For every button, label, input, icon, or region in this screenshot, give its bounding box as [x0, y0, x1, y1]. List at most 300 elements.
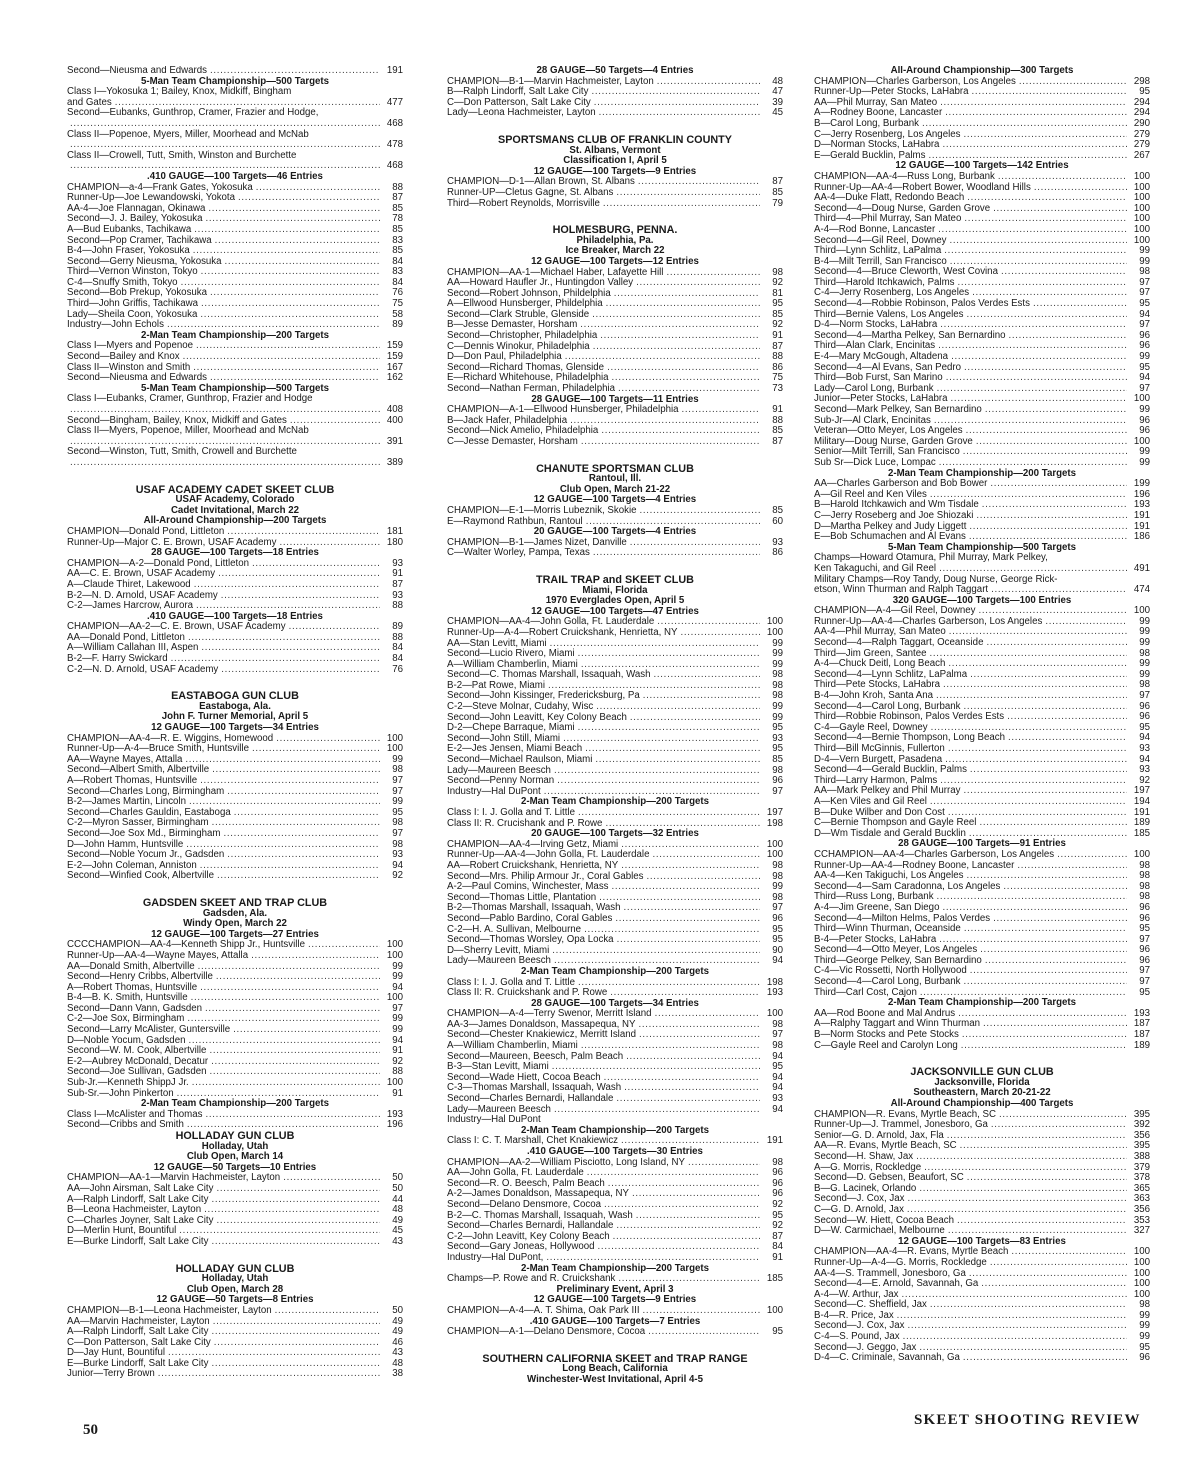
dot-leader: [624, 1083, 760, 1094]
result-score: 76: [392, 287, 403, 299]
result-score: 279: [1133, 139, 1150, 151]
dot-leader: [598, 1242, 760, 1253]
result-label: Military—Doug Nurse, Garden Grove: [814, 435, 973, 447]
dot-leader: [949, 236, 1127, 247]
dot-leader: [200, 776, 380, 787]
result-score: 100: [1133, 1246, 1150, 1258]
result-score: 89: [392, 319, 403, 331]
result-score: 100: [1133, 1278, 1150, 1290]
dot-leader: [216, 972, 380, 983]
result-score: 84: [392, 642, 403, 654]
result-score: 96: [772, 1188, 783, 1200]
result-label: Second—Lucio Rivero, Miami: [447, 648, 575, 660]
event-heading: All-Around Championship—400 Targets: [890, 1098, 1074, 1109]
section-spacer: [67, 882, 403, 898]
result-score: 159: [386, 340, 403, 352]
result-label: E-2—John Coleman, Anniston: [67, 859, 197, 871]
event-heading: Club Open, March 21-22: [559, 483, 671, 495]
result-score: 167: [386, 361, 403, 373]
result-score: 92: [392, 870, 403, 882]
result-label: A—Robert Thomas, Huntsville: [67, 981, 198, 993]
result-label: CCCCHAMPION—AA-4—Kenneth Shipp Jr., Huntsville: [67, 939, 305, 951]
result-line: [814, 405, 1150, 416]
result-label: Third—Robert Reynolds, Morrisville: [447, 197, 600, 209]
result-score: 96: [1139, 340, 1150, 352]
result-score: 96: [772, 775, 783, 787]
dot-leader: [897, 1311, 1127, 1322]
club-heading: JACKSONVILLE GUN CLUB: [910, 1066, 1054, 1079]
result-score: 83: [392, 234, 403, 246]
result-score: 49: [392, 1326, 403, 1338]
result-label: A-4—Jim Greene, San Diego: [814, 901, 940, 913]
result-line: [67, 776, 403, 787]
result-score: 79: [772, 197, 783, 209]
result-label: Lady—Carol Long, Burbank: [814, 382, 934, 394]
result-score: 294: [1133, 107, 1150, 119]
result-label: B—Duke Wilber and Don Cost: [814, 806, 945, 818]
dot-leader: [969, 1269, 1127, 1280]
dot-leader: [578, 808, 760, 819]
dot-leader: [216, 1184, 380, 1195]
result-label: AA-4—Joe Flannagan, Okinawa: [67, 202, 206, 214]
dot-leader: [593, 548, 760, 559]
club-heading: USAF ACADEMY CADET SKEET CLUB: [135, 483, 335, 496]
result-score: 93: [1139, 764, 1150, 776]
result-label: Class II—Winston and Smith: [67, 361, 191, 373]
result-label: C-2—H. A. Sullivan, Melbourne: [447, 923, 582, 935]
result-score: 98: [1139, 1299, 1150, 1311]
dot-leader: [599, 108, 760, 119]
result-score: 92: [772, 1198, 783, 1210]
result-score: 95: [1139, 1341, 1150, 1353]
event-heading: Club Open, March 14: [186, 1151, 284, 1163]
result-label: Class II—Popenoe, Myers, Miller, Moorhead and McNab: [67, 128, 309, 140]
dot-leader: [608, 1179, 760, 1190]
result-score: 95: [1139, 361, 1150, 373]
event-heading: Jacksonville, Florida: [934, 1076, 1030, 1088]
result-label: CHAMPION—A-1—Delano Densmore, Cocoa: [447, 1326, 646, 1338]
result-label: C—Bernie Thompson and Gayle Reel: [814, 817, 977, 829]
result-line: [447, 1306, 783, 1317]
result-score: 85: [392, 245, 403, 257]
result-label: D—Martha Pelkey and Judy Liggett: [814, 520, 967, 532]
result-label: B—G. Lacinek, Orlando: [814, 1182, 917, 1194]
result-score: 97: [1139, 382, 1150, 394]
dot-leader: [940, 776, 1127, 787]
dot-leader: [227, 787, 380, 798]
result-score: 85: [772, 425, 783, 437]
dot-leader: [158, 1369, 380, 1380]
event-heading: Philadelphia, Pa.: [576, 234, 654, 246]
dot-leader: [563, 734, 760, 745]
event-heading: 2-Man Team Championship—200 Targets: [520, 1124, 710, 1136]
dot-leader: [193, 363, 380, 374]
dot-leader: [970, 765, 1127, 776]
club-heading: SOUTHERN CALIFORNIA SKEET and TRAP RANGE: [482, 1352, 748, 1365]
result-score: 88: [772, 351, 783, 363]
dot-leader: [578, 723, 760, 734]
result-score: 181: [386, 525, 403, 537]
result-label: C-2—James Harcrow, Aurora: [67, 600, 193, 612]
dot-leader: [308, 940, 380, 951]
result-label: CHAMPION—AA-4—Irving Getz, Miami: [447, 838, 619, 850]
result-score: 96: [1139, 1352, 1150, 1364]
dot-leader: [985, 405, 1127, 416]
event-heading: Eastaboga, Ala.: [199, 700, 271, 712]
result-label: Third—John Griffis, Tachikawa: [67, 298, 199, 310]
result-line: [67, 458, 403, 469]
dot-leader: [617, 935, 760, 946]
result-score: 96: [772, 1167, 783, 1179]
dot-leader: [963, 786, 1127, 797]
dot-leader: [183, 352, 380, 363]
result-line: [447, 108, 783, 119]
result-score: 98: [1139, 891, 1150, 903]
result-label: Class I—Eubanks, Cramer, Gunthrop, Frazier and Hodge: [67, 393, 313, 405]
result-label: Third—Alan Clark, Encinitas: [814, 340, 936, 352]
result-label: Class II: R. Cruickshank and P. Rowe: [447, 987, 608, 999]
event-heading: 12 GAUGE—100 Targets—27 Entries: [151, 928, 319, 940]
dot-leader: [550, 639, 760, 650]
event-heading: John F. Turner Memorial, April 5: [161, 711, 309, 723]
result-label: Second—4—Carol Long, Burbank: [814, 976, 961, 988]
dot-leader: [593, 342, 760, 353]
result-label: A—Ralph Lindorff, Salt Lake City: [67, 1193, 209, 1205]
result-score: 100: [1133, 170, 1150, 182]
result-line: [447, 914, 783, 925]
result-label: CHAMPION—A-4—Gil Reel, Downey: [814, 605, 976, 617]
dot-leader: [181, 278, 380, 289]
dot-leader: [216, 1216, 380, 1227]
result-line: [67, 119, 403, 130]
result-label: Second—Joe Sullivan, Gadsden: [67, 1066, 207, 1078]
dot-leader: [647, 872, 760, 883]
result-score: 96: [1139, 329, 1150, 341]
dot-leader: [666, 268, 760, 279]
result-score: 94: [1139, 372, 1150, 384]
result-label: C-4—Vic Rossetti, North Hollywood: [814, 965, 967, 977]
result-score: 96: [1139, 700, 1150, 712]
event-heading: .410 GAUGE—100 Targets—30 Entries: [527, 1146, 703, 1157]
result-label: Third—4—Phil Murray, San Mateo: [814, 213, 962, 225]
result-score: 48: [392, 1204, 403, 1216]
result-label: C—Walter Worley, Pampa, Texas: [447, 547, 590, 559]
dot-leader: [206, 1110, 381, 1121]
result-label: AA—C. E. Brown, USAF Academy: [67, 568, 216, 580]
result-score: 99: [1139, 1309, 1150, 1321]
result-score: 100: [1133, 202, 1150, 214]
result-line: [814, 1152, 1150, 1163]
result-label: Second—Nick Amelio, Philadelphia: [447, 425, 599, 437]
result-score: 100: [1133, 1256, 1150, 1268]
result-score: 193: [766, 987, 783, 999]
dot-leader: [966, 426, 1127, 437]
dot-leader: [204, 1205, 380, 1216]
club-heading: EASTABOGA GUN CLUB: [171, 690, 299, 703]
result-score: 91: [772, 330, 783, 342]
event-heading: Cadet Invitational, March 22: [170, 504, 300, 516]
dot-leader: [967, 1173, 1127, 1184]
result-score: 43: [392, 1347, 403, 1359]
dot-leader: [615, 914, 760, 925]
event-heading: USAF Academy, Colorado: [175, 494, 295, 506]
result-label: E-4—Mary McGough, Altadena: [814, 351, 949, 363]
result-score: 84: [772, 1241, 783, 1253]
result-score: 94: [772, 1103, 783, 1115]
result-label: CHAMPION—AA-4—John Golla, Ft. Lauderdale: [447, 616, 655, 628]
result-score: 478: [386, 139, 403, 151]
result-label: CHAMPION—AA-4—R. Evans, Myrtle Beach: [814, 1246, 1009, 1258]
club-heading: GADSDEN SKEET AND TRAP CLUB: [142, 896, 328, 909]
dot-leader: [643, 691, 760, 702]
dot-leader: [201, 299, 380, 310]
result-label: Second—4—Lynn Schlitz, LaPalma: [814, 668, 968, 680]
event-heading: Ice Breaker, March 22: [565, 245, 665, 257]
result-label: and Gates: [67, 96, 112, 108]
result-score: 95: [392, 806, 403, 818]
result-score: 100: [386, 1077, 403, 1089]
result-label: Class I—McAlister and Thomas: [67, 1108, 203, 1120]
result-score: 98: [772, 1018, 783, 1030]
result-label: Second—Eubanks, Gunthrop, Cramer, Frazier and Hodge,: [67, 107, 319, 119]
dot-leader: [916, 1152, 1127, 1163]
dot-leader: [188, 1036, 380, 1047]
result-label: C—Jerry Roseberg and Joe Shiozaki: [814, 509, 974, 521]
result-score: 95: [1139, 923, 1150, 935]
event-heading: 5-Man Team Championship—500 Targets: [140, 75, 330, 87]
result-label: Senior—Milt Terrill, San Francisco: [814, 446, 960, 458]
result-score: 95: [772, 1209, 783, 1221]
result-label: AA-4—Duke Flatt, Redondo Beach: [814, 192, 965, 204]
result-label: CHAMPION—R. Evans, Myrtle Beach, SC: [814, 1108, 996, 1120]
result-label: CHAMPION—Charles Garberson, Los Angeles: [814, 75, 1016, 87]
dot-leader: [958, 278, 1127, 289]
event-heading: 12 GAUGE—100 Targets—142 Entries: [895, 160, 1069, 172]
result-label: CCHAMPION—AA-4—Charles Garberson, Los Angeles: [814, 848, 1055, 860]
result-score: 99: [1139, 626, 1150, 638]
dot-leader: [938, 225, 1127, 236]
result-score: 408: [386, 404, 403, 415]
event-heading: All-Around Championship—300 Targets: [890, 66, 1074, 76]
result-label: Class I: I. J. Golla and T. Little: [447, 976, 575, 988]
event-heading: .410 GAUGE—100 Targets—18 Entries: [147, 610, 323, 622]
dot-leader: [606, 299, 760, 310]
result-label: C-2—N. D. Arnold, USAF Academy: [67, 663, 219, 675]
result-label: B-2—James Martin, Lincoln: [67, 796, 186, 808]
result-score: 99: [1139, 446, 1150, 458]
result-line: [447, 1327, 783, 1338]
dot-leader: [630, 713, 760, 724]
result-label: C-2—Myron Sasser, Birmingham: [67, 817, 209, 829]
result-score: 45: [772, 107, 783, 119]
dot-leader: [967, 310, 1127, 321]
dot-leader: [275, 1306, 380, 1317]
result-score: 85: [392, 223, 403, 235]
result-label: Second—Charles Gauldin, Eastaboga: [67, 806, 231, 818]
event-heading: 28 GAUGE—100 Targets—34 Entries: [531, 997, 699, 1009]
dot-leader: [578, 649, 760, 660]
result-label: Runner-UP—Cletus Gagne, St. Albans: [447, 186, 614, 198]
result-label: Second—4—Doug Nurse, Garden Grove: [814, 202, 991, 214]
result-label: A-4—W. Arthur, Jax: [814, 1288, 899, 1300]
result-label: Second—4—Al Evans, San Pedro: [814, 361, 962, 373]
event-heading: 12 GAUGE—50 Targets—8 Entries: [156, 1294, 314, 1306]
result-label: Third—Carl Cost, Cajon: [814, 986, 917, 998]
result-label: C-4—Snuffy Smith, Tokyo: [67, 276, 178, 288]
result-score: 98: [772, 669, 783, 681]
result-score: 98: [392, 817, 403, 829]
result-label: Third—Pete Stocks, LaHabra: [814, 679, 940, 691]
result-score: 96: [772, 1177, 783, 1189]
dot-leader: [607, 363, 760, 374]
result-label: Class II—Myers, Popenoe, Miller, Moorhead and McNab: [67, 425, 309, 437]
result-score: 388: [1133, 1150, 1150, 1162]
result-score: 48: [392, 1357, 403, 1369]
result-label: Second—J. Cox, Jax: [814, 1193, 905, 1205]
dot-leader: [990, 479, 1127, 490]
result-label: C—Dennis Winokur, Philadelphia: [447, 340, 590, 352]
dot-leader: [948, 659, 1127, 670]
result-score: 180: [386, 536, 403, 548]
dot-leader: [985, 956, 1127, 967]
dot-leader: [981, 1279, 1127, 1290]
result-label: AA—Donald Smith, Albertville: [67, 960, 195, 972]
result-score: 193: [386, 1108, 403, 1120]
dot-leader: [991, 1120, 1127, 1131]
dot-leader: [200, 310, 380, 321]
result-score: 84: [392, 653, 403, 665]
dot-leader: [554, 1105, 760, 1116]
dot-leader: [223, 829, 380, 840]
result-label: AA—John Airsman, Salt Lake City: [67, 1182, 214, 1194]
dot-leader: [983, 1019, 1127, 1030]
result-label: Second—Thomas Little, Plantation: [447, 891, 597, 903]
result-score: 92: [392, 1055, 403, 1067]
results-column-1: [67, 66, 403, 1380]
result-label: CHAMPION—A-4—A. T. Shima, Oak Park III: [447, 1304, 640, 1316]
result-label: Runner-Up—AA-4—Rodney Boone, Lancaster: [814, 859, 1015, 871]
result-label: CHAMPION—AA-2—William Pisciotto, Long Island, NY: [447, 1156, 685, 1168]
dot-leader: [200, 861, 380, 872]
result-label: Second—Pop Cramer, Tachikawa: [67, 234, 212, 246]
result-label: E—Burke Lindorff, Salt Lake City: [67, 1357, 209, 1369]
result-label: A—Ken Viles and Gil Reel: [814, 795, 927, 807]
result-label: Second—Henry Cribbs, Albertville: [67, 971, 213, 983]
result-score: 353: [1133, 1214, 1150, 1226]
result-label: C—G. D. Arnold, Jax: [814, 1203, 904, 1215]
dot-leader: [964, 214, 1127, 225]
result-label: Champs—P. Rowe and R. Cruickshank: [447, 1273, 616, 1285]
result-score: 187: [1133, 1029, 1150, 1041]
result-label: A-2—Paul Comins, Winchester, Mass: [447, 881, 609, 893]
result-score: 91: [772, 404, 783, 416]
result-score: 50: [392, 1172, 403, 1184]
result-label: A—Bud Eubanks, Tachikawa: [67, 223, 192, 235]
dot-leader: [211, 1195, 380, 1206]
result-label: CHAMPION—A-2—Donald Pond, Littleton: [67, 557, 249, 569]
result-score: 95: [1139, 86, 1150, 98]
dot-leader: [1033, 299, 1127, 310]
event-heading: Long Beach, California: [562, 1363, 668, 1375]
result-label: Second—Charles Bernardi, Hallandale: [447, 1093, 614, 1105]
result-label: C-4—S. Pound, Jax: [814, 1331, 900, 1343]
event-heading: 12 GAUGE—100 Targets—34 Entries: [151, 722, 319, 734]
result-label: A-4—Chuck Deitl, Long Beach: [814, 658, 946, 670]
event-heading: .410 GAUGE—100 Targets—7 Entries: [529, 1315, 701, 1327]
result-score: 99: [1139, 637, 1150, 649]
result-score: 100: [386, 732, 403, 744]
result-label: Second—4—Carol Long, Burbank: [814, 700, 961, 712]
dot-leader: [930, 1300, 1127, 1311]
result-label: A—William Chamberlin, Miami: [447, 1040, 578, 1052]
result-label: Runner-Up—AA-4—Wayne Mayes, Attalla: [67, 949, 249, 961]
result-label: C—Gayle Reel and Carolyn Long: [814, 1039, 958, 1051]
result-score: 95: [772, 1326, 783, 1338]
result-label: Second—J. Cox, Jax: [814, 1320, 905, 1332]
result-score: 91: [392, 1087, 403, 1099]
dot-leader: [654, 670, 760, 681]
result-label: Second—Wade Hiett, Cocoa Beach: [447, 1071, 601, 1083]
dot-leader: [947, 1131, 1127, 1142]
result-label: C—Don Patterson, Salt Lake City: [447, 96, 591, 108]
event-heading: 2-Man Team Championship—200 Targets: [520, 1262, 710, 1274]
result-label: AA—Charles Garberson and Bob Bower: [814, 478, 988, 490]
result-score: 97: [1139, 276, 1150, 288]
result-score: 97: [392, 785, 403, 797]
result-label: B—Norm Stocks and Pete Stocks: [814, 1029, 959, 1041]
result-label: Second—Mark Pelkey, San Bernardino: [814, 404, 982, 415]
result-score: 95: [772, 1061, 783, 1073]
dot-leader: [1034, 183, 1127, 194]
result-score: 98: [772, 266, 783, 278]
result-score: 468: [386, 117, 403, 129]
result-label: Runner-Up—A-4—G. Morris, Rockledge: [814, 1256, 987, 1268]
dot-leader: [283, 1173, 380, 1184]
result-label: Third—Jim Green, Santee: [814, 647, 927, 659]
result-label: Second—Penny Norman: [447, 775, 555, 787]
result-score: 400: [386, 414, 403, 426]
result-line: [814, 903, 1150, 914]
result-score: 97: [392, 1002, 403, 1014]
dot-leader: [1007, 712, 1127, 723]
result-label: Second—J. Geggo, Jax: [814, 1341, 917, 1353]
dot-leader: [603, 199, 760, 210]
result-label: Second—4—Milton Helms, Palos Verdes: [814, 912, 991, 924]
dot-leader: [599, 893, 760, 904]
result-score: 98: [1139, 870, 1150, 882]
dot-leader: [546, 1253, 760, 1264]
result-label: Sub-Sr.—John Pinkerton: [67, 1087, 174, 1099]
dot-leader: [963, 130, 1127, 141]
dot-leader: [976, 437, 1127, 448]
result-line: [447, 1253, 783, 1264]
result-score: 96: [1139, 912, 1150, 924]
result-label: Third—George Pelkey, San Bernardino: [814, 954, 982, 966]
result-line: [67, 871, 403, 882]
event-heading: Miami, Florida: [582, 584, 648, 596]
dot-leader: [212, 765, 380, 776]
dot-leader: [179, 1226, 380, 1237]
event-heading: 20 GAUGE—100 Targets—32 Entries: [531, 828, 699, 840]
dot-leader: [614, 289, 760, 300]
result-score: 98: [772, 870, 783, 882]
result-label: Runner-Up—AA-4—John Golla, Ft. Lauderdale: [447, 849, 650, 861]
result-label: B-2—Pat Rowe, Miami: [447, 679, 545, 691]
result-score: 47: [772, 86, 783, 98]
result-score: 95: [772, 722, 783, 734]
result-label: Second—John Kissinger, Fredericksburg, Pa: [447, 690, 640, 702]
result-score: 94: [392, 1034, 403, 1046]
